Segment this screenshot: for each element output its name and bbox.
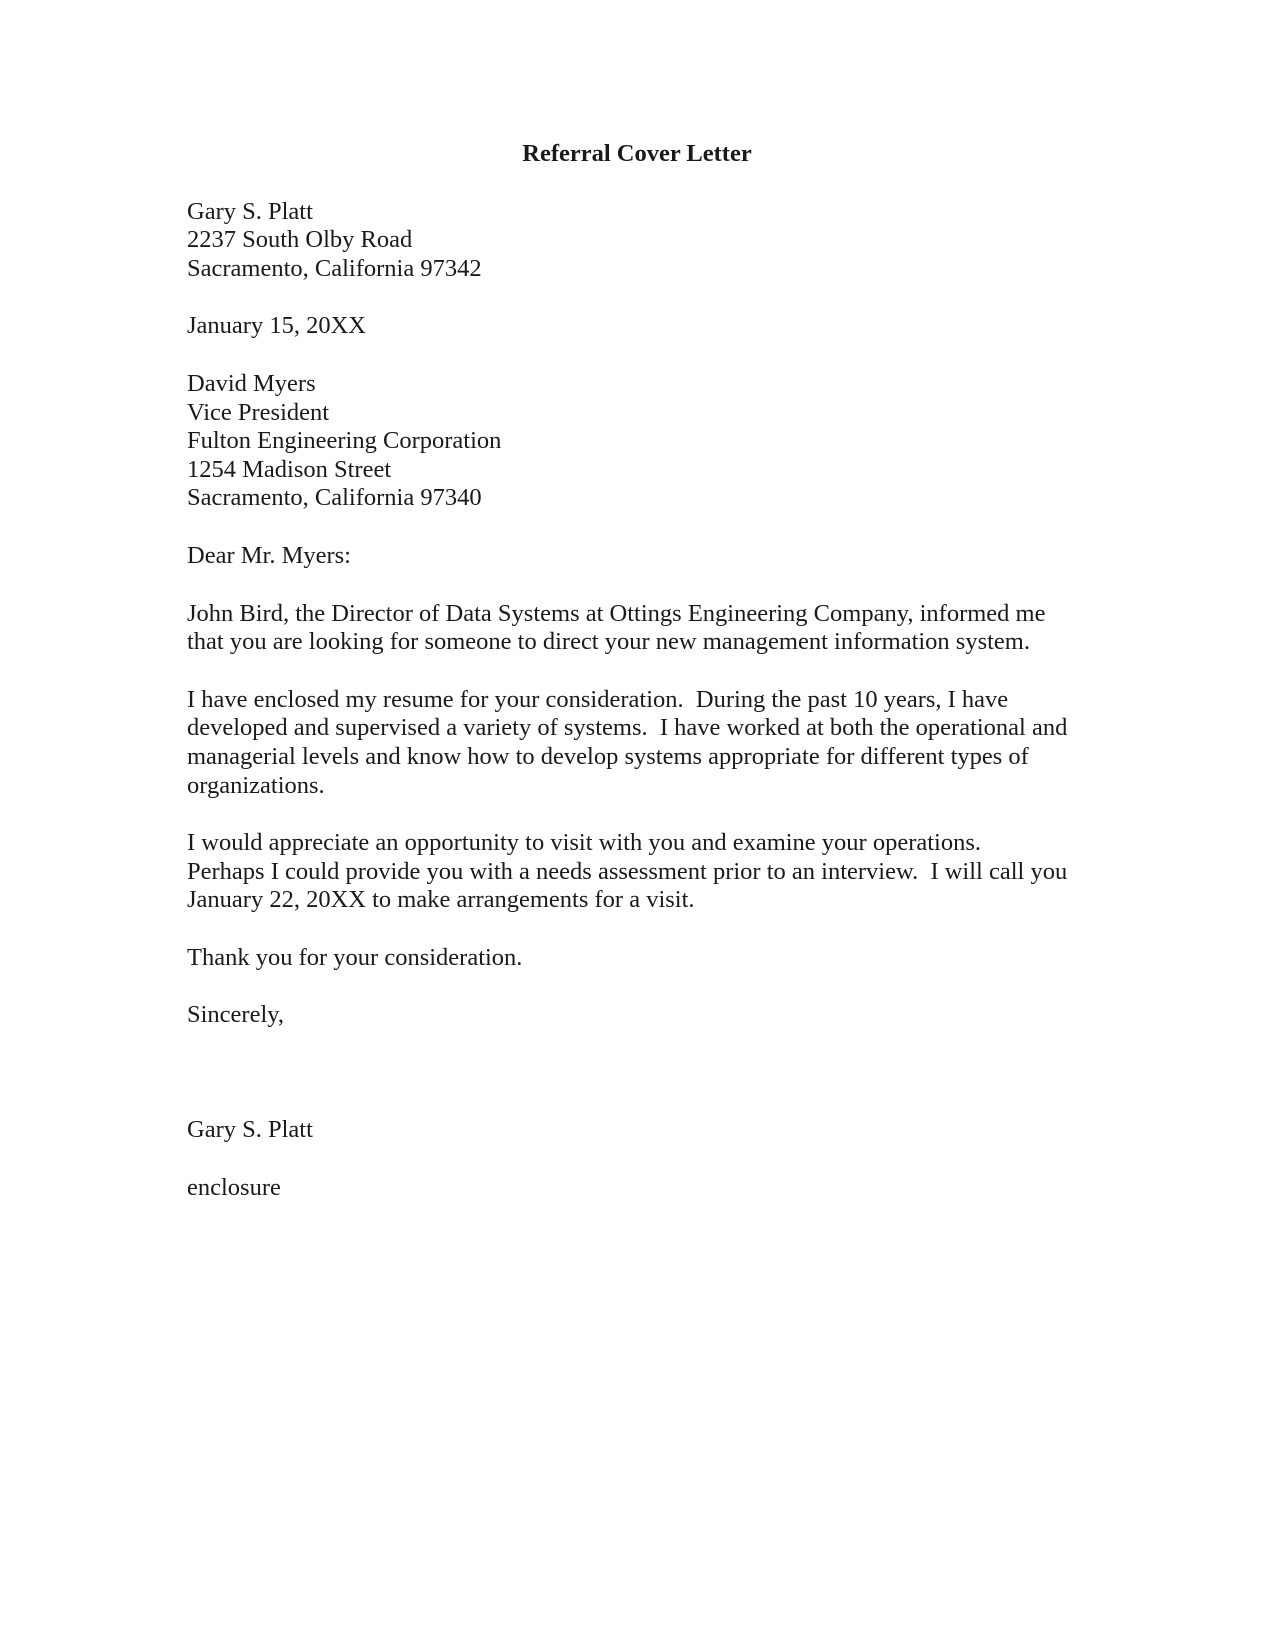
paragraph-3 [187,829,1107,915]
recipient-name: David Myers [187,369,316,397]
paragraph-line: Perhaps I could provide you with a needs assessment prior to an interview. I will call you [187,857,1068,885]
recipient-position: Vice President [187,398,330,426]
paragraph-line: Thank you for your consideration. [187,943,523,971]
closing [187,1001,1107,1030]
signature [187,1116,1107,1145]
letter-body [187,140,1107,1231]
sender-address [187,198,1107,284]
signature-space [187,1030,1107,1116]
recipient-street: 1254 Madison Street [187,455,392,483]
sender-name: Gary S. Platt [187,197,313,225]
salutation-text: Dear Mr. Myers: [187,541,351,569]
paragraph-4 [187,944,1107,973]
letter-date [187,312,1107,341]
paragraph-1 [187,600,1107,657]
date-text: January 15, 20XX [187,312,366,340]
paragraph-line: that you are looking for someone to direct your new management information system. [187,628,1030,656]
paragraph-line: John Bird, the Director of Data Systems at Ottings Engineering Company, informed me [187,599,1046,627]
closing-text: Sincerely, [187,1001,285,1029]
paragraph-line: developed and supervised a variety of systems. I have worked at both the operational and [187,714,1068,742]
paragraph-line: January 22, 20XX to make arrangements for a visit. [187,886,695,914]
paragraph-line: organizations. [187,771,325,799]
sender-city: Sacramento, California 97342 [187,254,482,282]
salutation [187,542,1107,571]
letter-title: Referral Cover Letter [522,140,752,167]
paragraph-line: I would appreciate an opportunity to visit with you and examine your operations. [187,829,982,857]
signature-name: Gary S. Platt [187,1116,313,1144]
recipient-address [187,370,1107,513]
paragraph-line: managerial levels and know how to develop systems appropriate for different types of [187,742,1029,770]
paragraph-2 [187,686,1107,800]
recipient-company: Fulton Engineering Corporation [187,427,502,455]
sender-street: 2237 South Olby Road [187,226,413,254]
recipient-city: Sacramento, California 97340 [187,484,482,512]
enclosure-text: enclosure [187,1173,281,1201]
paragraph-line: I have enclosed my resume for your consideration. During the past 10 years, I have [187,685,1009,713]
enclosure-note [187,1174,1107,1203]
